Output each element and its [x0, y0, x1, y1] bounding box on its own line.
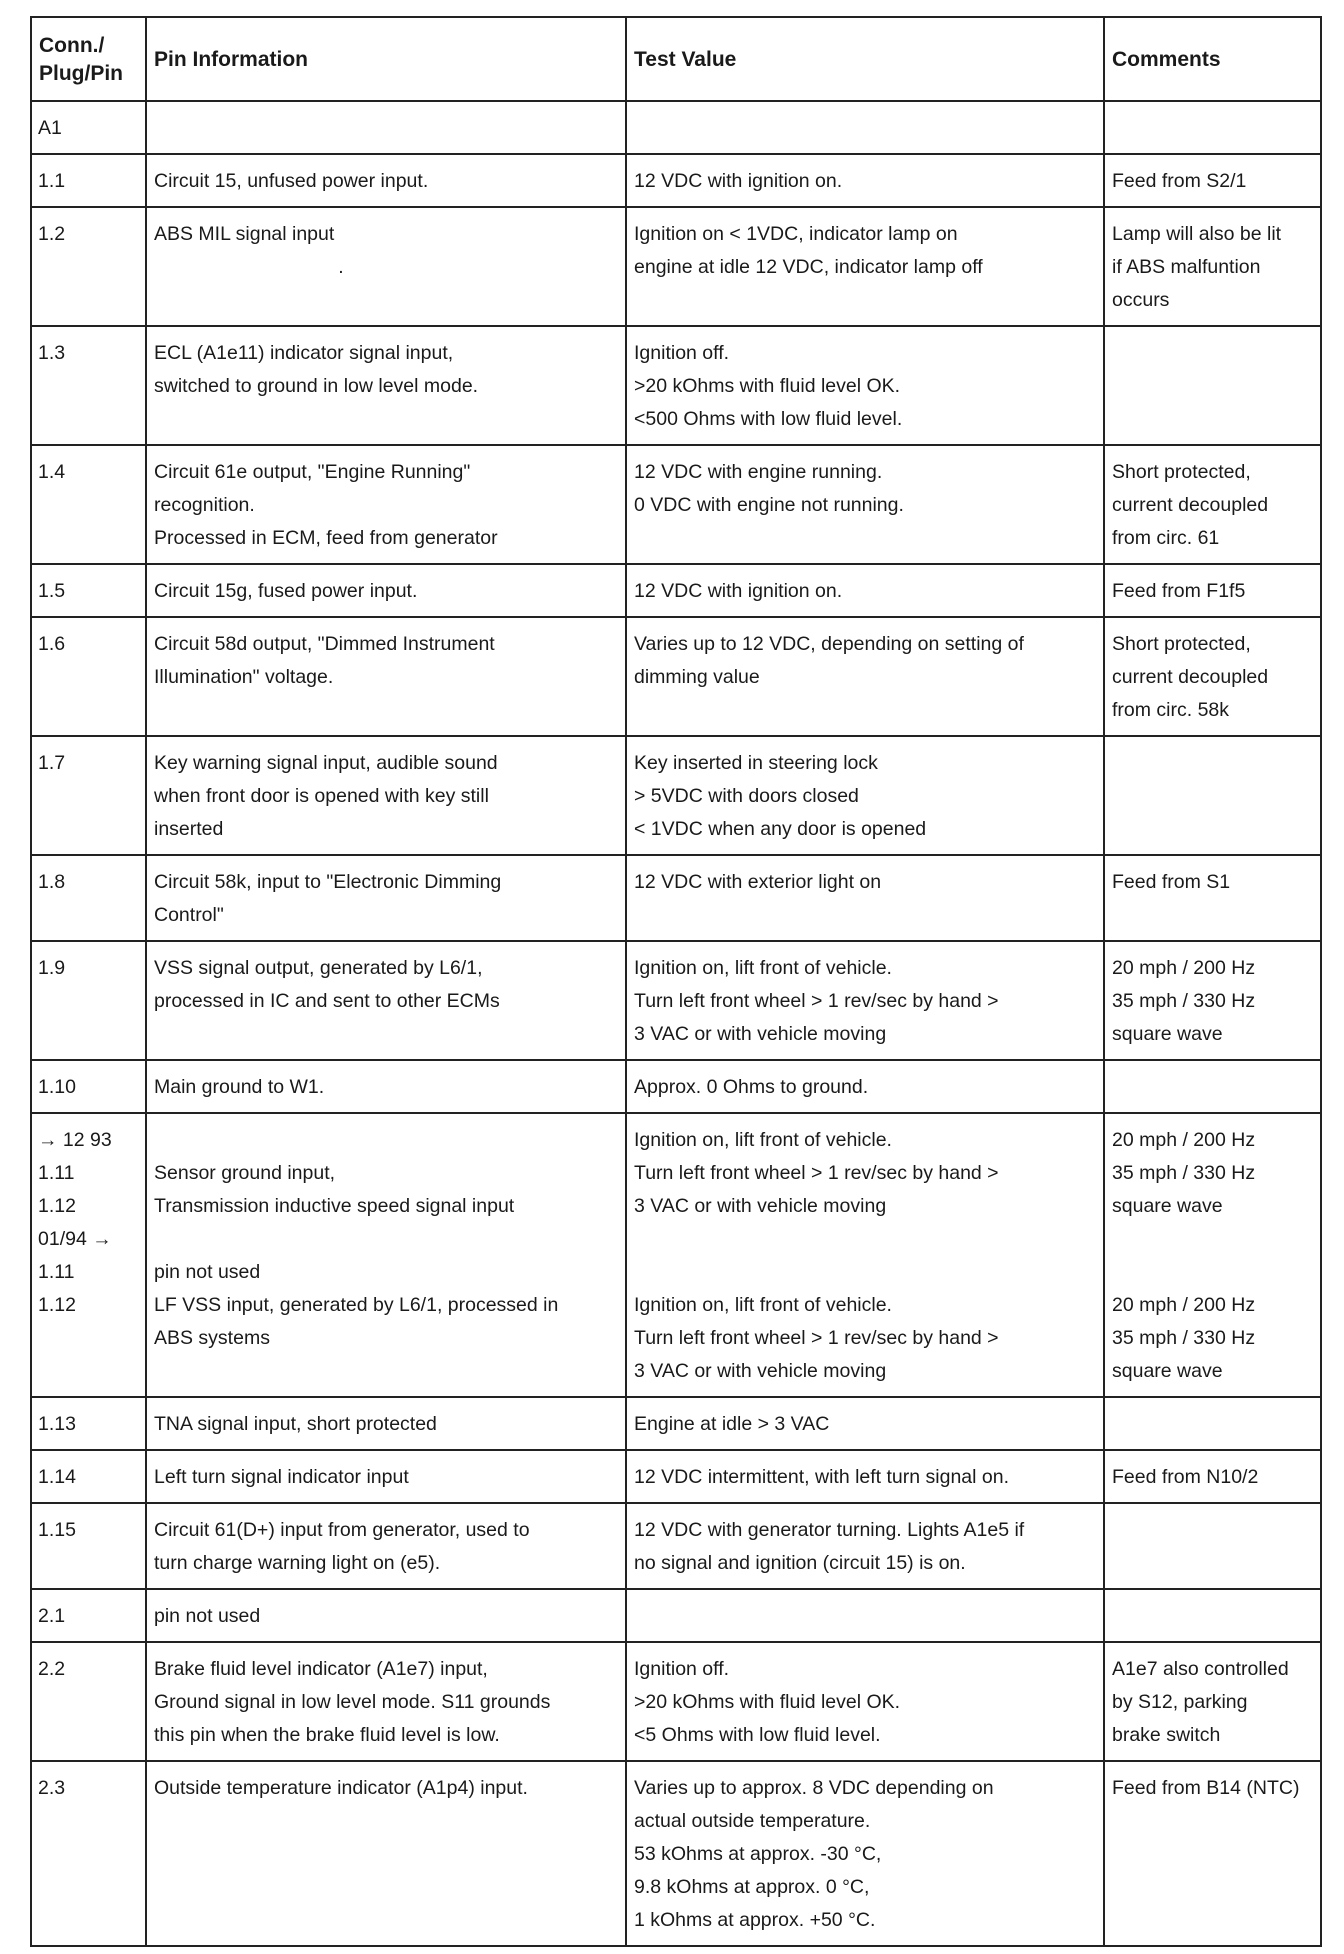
comments-cell: A1e7 also controlled by S12, parking brake switch: [1104, 1642, 1321, 1761]
table-row: [31, 736, 1321, 855]
pin-info-cell: TNA signal input, short protected: [146, 1397, 626, 1450]
pin-information-table: [30, 16, 1322, 1947]
pin-cell: → 12 93 1.11 1.12 01/94 → 1.11 1.12: [31, 1113, 146, 1397]
pin-info-cell: Circuit 58d output, "Dimmed Instrument Illumination" voltage.: [146, 617, 626, 736]
comments-cell: 20 mph / 200 Hz 35 mph / 330 Hz square wave: [1104, 941, 1321, 1060]
test-value-cell: Approx. 0 Ohms to ground.: [626, 1060, 1104, 1113]
pin-info-cell: VSS signal output, generated by L6/1, processed in IC and sent to other ECMs: [146, 941, 626, 1060]
test-value-cell: Ignition on, lift front of vehicle. Turn left front wheel > 1 rev/sec by hand > 3 VAC or with vehicle moving Ignition on, lift front of vehicle. Turn left front wheel > 1 rev/sec by hand > 3 VAC or with vehicle moving: [626, 1113, 1104, 1397]
comments-cell: Short protected, current decoupled from circ. 58k: [1104, 617, 1321, 736]
pin-info-cell: pin not used: [146, 1589, 626, 1642]
comments-cell: [1104, 101, 1321, 154]
pin-cell: A1: [31, 101, 146, 154]
test-value-cell: Ignition off. >20 kOhms with fluid level OK. <5 Ohms with low fluid level.: [626, 1642, 1104, 1761]
pin-info-cell: Circuit 15g, fused power input.: [146, 564, 626, 617]
comments-cell: 20 mph / 200 Hz 35 mph / 330 Hz square wave 20 mph / 200 Hz 35 mph / 330 Hz square wave: [1104, 1113, 1321, 1397]
comments-cell: [1104, 1060, 1321, 1113]
pin-info-cell: Brake fluid level indicator (A1e7) input, Ground signal in low level mode. S11 grounds this pin when the brake fluid level is low.: [146, 1642, 626, 1761]
header-pin-information: Pin Information: [146, 17, 626, 101]
header-comments: Comments: [1104, 17, 1321, 101]
table-header-row: [31, 17, 1321, 101]
test-value-cell: [626, 1589, 1104, 1642]
comments-cell: Feed from S1: [1104, 855, 1321, 941]
table-row: [31, 1113, 1321, 1397]
table-row: [31, 101, 1321, 154]
comments-cell: Feed from N10/2: [1104, 1450, 1321, 1503]
pin-cell: 1.8: [31, 855, 146, 941]
comments-cell: Lamp will also be lit if ABS malfuntion occurs: [1104, 207, 1321, 326]
pin-table-sheet: [30, 16, 1320, 1947]
pin-info-cell: Left turn signal indicator input: [146, 1450, 626, 1503]
pin-cell: 1.13: [31, 1397, 146, 1450]
table-row: [31, 1060, 1321, 1113]
table-row: [31, 445, 1321, 564]
pin-cell: 2.1: [31, 1589, 146, 1642]
test-value-cell: Ignition off. >20 kOhms with fluid level OK. <500 Ohms with low fluid level.: [626, 326, 1104, 445]
comments-cell: [1104, 1589, 1321, 1642]
table-row: [31, 1450, 1321, 1503]
pin-cell: 1.1: [31, 154, 146, 207]
pin-info-cell: Outside temperature indicator (A1p4) input.: [146, 1761, 626, 1946]
comments-cell: Short protected, current decoupled from circ. 61: [1104, 445, 1321, 564]
pin-info-cell: Circuit 61e output, "Engine Running" recognition. Processed in ECM, feed from generator: [146, 445, 626, 564]
test-value-cell: Engine at idle > 3 VAC: [626, 1397, 1104, 1450]
test-value-cell: Varies up to 12 VDC, depending on setting of dimming value: [626, 617, 1104, 736]
comments-cell: [1104, 736, 1321, 855]
table-row: [31, 154, 1321, 207]
header-test-value: Test Value: [626, 17, 1104, 101]
pin-cell: 1.10: [31, 1060, 146, 1113]
comments-cell: Feed from F1f5: [1104, 564, 1321, 617]
pin-cell: 1.15: [31, 1503, 146, 1589]
pin-info-cell: Circuit 61(D+) input from generator, used to turn charge warning light on (e5).: [146, 1503, 626, 1589]
pin-cell: 1.2: [31, 207, 146, 326]
test-value-cell: Ignition on, lift front of vehicle. Turn left front wheel > 1 rev/sec by hand > 3 VAC or with vehicle moving: [626, 941, 1104, 1060]
pin-cell: 1.7: [31, 736, 146, 855]
pin-info-cell: [146, 101, 626, 154]
test-value-cell: 12 VDC intermittent, with left turn signal on.: [626, 1450, 1104, 1503]
test-value-cell: Ignition on < 1VDC, indicator lamp on engine at idle 12 VDC, indicator lamp off: [626, 207, 1104, 326]
pin-cell: 2.2: [31, 1642, 146, 1761]
test-value-cell: Key inserted in steering lock > 5VDC with doors closed < 1VDC when any door is opened: [626, 736, 1104, 855]
pin-info-cell: Main ground to W1.: [146, 1060, 626, 1113]
pin-cell: 1.9: [31, 941, 146, 1060]
test-value-cell: 12 VDC with ignition on.: [626, 154, 1104, 207]
test-value-cell: 12 VDC with ignition on.: [626, 564, 1104, 617]
table-row: [31, 1589, 1321, 1642]
comments-cell: Feed from S2/1: [1104, 154, 1321, 207]
table-row: [31, 1642, 1321, 1761]
table-row: [31, 941, 1321, 1060]
comments-cell: Feed from B14 (NTC): [1104, 1761, 1321, 1946]
table-row: [31, 564, 1321, 617]
pin-cell: 1.14: [31, 1450, 146, 1503]
comments-cell: [1104, 326, 1321, 445]
table-row: [31, 855, 1321, 941]
table-row: [31, 1503, 1321, 1589]
pin-info-cell: ABS MIL signal input .: [146, 207, 626, 326]
pin-info-cell: ECL (A1e11) indicator signal input, switched to ground in low level mode.: [146, 326, 626, 445]
test-value-cell: Varies up to approx. 8 VDC depending on actual outside temperature. 53 kOhms at approx. -30 °C, 9.8 kOhms at approx. 0 °C, 1 kOhms at approx. +50 °C.: [626, 1761, 1104, 1946]
pin-cell: 2.3: [31, 1761, 146, 1946]
header-conn-plug-pin: Conn./ Plug/Pin: [31, 17, 146, 101]
pin-cell: 1.4: [31, 445, 146, 564]
comments-cell: [1104, 1397, 1321, 1450]
pin-cell: 1.6: [31, 617, 146, 736]
test-value-cell: 12 VDC with engine running. 0 VDC with engine not running.: [626, 445, 1104, 564]
pin-info-cell: Circuit 58k, input to "Electronic Dimming Control": [146, 855, 626, 941]
table-row: [31, 1397, 1321, 1450]
pin-cell: 1.3: [31, 326, 146, 445]
table-row: [31, 1761, 1321, 1946]
test-value-cell: [626, 101, 1104, 154]
table-row: [31, 207, 1321, 326]
pin-info-cell: Sensor ground input, Transmission inductive speed signal input pin not used LF VSS input, generated by L6/1, processed in ABS systems: [146, 1113, 626, 1397]
pin-cell: 1.5: [31, 564, 146, 617]
pin-info-cell: Circuit 15, unfused power input.: [146, 154, 626, 207]
test-value-cell: 12 VDC with exterior light on: [626, 855, 1104, 941]
table-row: [31, 617, 1321, 736]
table-row: [31, 326, 1321, 445]
comments-cell: [1104, 1503, 1321, 1589]
test-value-cell: 12 VDC with generator turning. Lights A1e5 if no signal and ignition (circuit 15) is on.: [626, 1503, 1104, 1589]
pin-info-cell: Key warning signal input, audible sound when front door is opened with key still inserted: [146, 736, 626, 855]
